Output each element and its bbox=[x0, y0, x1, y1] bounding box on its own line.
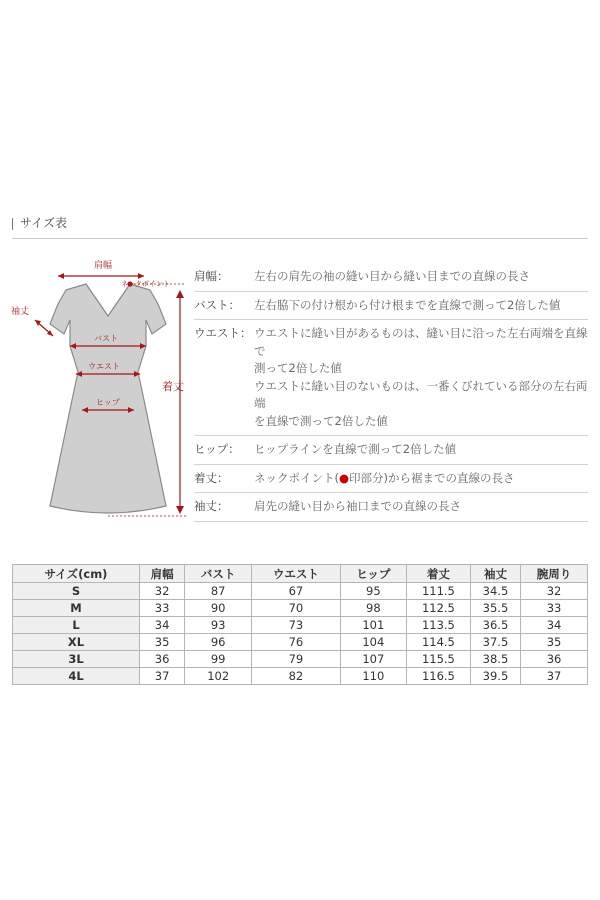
header-cell: ヒップ bbox=[340, 565, 406, 583]
size-table-header-row bbox=[13, 565, 588, 583]
definition-row bbox=[194, 292, 588, 321]
table-row bbox=[13, 634, 588, 651]
table-cell: 37.5 bbox=[470, 634, 520, 651]
section-marker bbox=[12, 218, 13, 230]
table-cell: 36.5 bbox=[470, 617, 520, 634]
table-cell: 93 bbox=[185, 617, 252, 634]
table-cell: 115.5 bbox=[406, 651, 470, 668]
table-cell: 116.5 bbox=[406, 668, 470, 685]
table-cell: 67 bbox=[252, 583, 341, 600]
table-row bbox=[13, 583, 588, 600]
definition-text-a: ネックポイント( bbox=[254, 470, 339, 485]
table-cell: 73 bbox=[252, 617, 341, 634]
section-title: サイズ表 bbox=[20, 216, 68, 230]
table-cell: 35 bbox=[140, 634, 185, 651]
bust-label: バスト bbox=[94, 334, 118, 343]
table-cell: 70 bbox=[252, 600, 341, 617]
length-label: 着丈 bbox=[162, 380, 184, 393]
table-row bbox=[13, 617, 588, 634]
table-row bbox=[13, 668, 588, 685]
table-cell: 37 bbox=[140, 668, 185, 685]
size-table bbox=[12, 564, 588, 685]
hip-label: ヒップ bbox=[96, 398, 120, 407]
definition-text bbox=[254, 498, 588, 516]
table-cell: 99 bbox=[185, 651, 252, 668]
table-cell: 39.5 bbox=[470, 668, 520, 685]
definition-text bbox=[254, 470, 588, 488]
definition-row bbox=[194, 436, 588, 465]
table-cell: 32 bbox=[521, 583, 588, 600]
definition-line: を直線で測って2倍した値 bbox=[254, 413, 388, 428]
shoulder-label: 肩幅 bbox=[94, 261, 113, 271]
size-cell: 3L bbox=[13, 651, 140, 668]
definition-text bbox=[254, 441, 588, 459]
definition-line: 左右の肩先の袖の縫い目から縫い目までの直線の長さ bbox=[254, 269, 530, 283]
definition-text bbox=[254, 297, 588, 315]
header-cell: 袖丈 bbox=[470, 565, 520, 583]
measurement-definitions bbox=[194, 264, 588, 522]
size-cell: S bbox=[13, 583, 140, 600]
table-cell: 79 bbox=[252, 651, 341, 668]
dress-illustration bbox=[8, 250, 192, 526]
sleeve-label: 袖丈 bbox=[11, 307, 30, 317]
definition-line: ヒップラインを直線で測って2倍した値 bbox=[254, 442, 457, 456]
table-cell: 114.5 bbox=[406, 634, 470, 651]
definition-line: 肩先の縫い目から袖口までの直線の長さ bbox=[254, 499, 461, 513]
header-cell: 腕周り bbox=[521, 565, 588, 583]
table-cell: 87 bbox=[185, 583, 252, 600]
definition-line: 左右脇下の付け根から付け根までを直線で測って2倍した値 bbox=[254, 297, 561, 312]
header-cell: バスト bbox=[185, 565, 252, 583]
definition-line: ウエストに縫い目のないものは、一番くびれている部分の左右両端 bbox=[254, 378, 588, 410]
table-cell: 33 bbox=[521, 600, 588, 617]
table-cell: 104 bbox=[340, 634, 406, 651]
definition-term: 着丈： bbox=[194, 470, 229, 485]
definition-text bbox=[254, 268, 588, 286]
table-cell: 107 bbox=[340, 651, 406, 668]
header-cell: 肩幅 bbox=[140, 565, 185, 583]
header-cell: サイズ(cm) bbox=[13, 565, 140, 583]
definition-term: バスト： bbox=[194, 297, 240, 312]
table-cell: 95 bbox=[340, 583, 406, 600]
section-header bbox=[12, 214, 588, 239]
table-cell: 90 bbox=[185, 600, 252, 617]
table-cell: 96 bbox=[185, 634, 252, 651]
size-cell: 4L bbox=[13, 668, 140, 685]
waist-label: ウエスト bbox=[88, 362, 120, 371]
table-cell: 36 bbox=[140, 651, 185, 668]
definition-term: ヒップ： bbox=[194, 442, 240, 456]
table-row bbox=[13, 651, 588, 668]
definition-text bbox=[254, 325, 588, 430]
table-cell: 98 bbox=[340, 600, 406, 617]
table-cell: 101 bbox=[340, 617, 406, 634]
definition-line: ウエストに縫い目があるものは、縫い目に沿った左右両端を直線で bbox=[254, 326, 588, 358]
table-cell: 38.5 bbox=[470, 651, 520, 668]
neck-point-label: ネックポイント bbox=[121, 280, 170, 288]
header-cell: ウエスト bbox=[252, 565, 341, 583]
table-cell: 112.5 bbox=[406, 600, 470, 617]
definition-row bbox=[194, 465, 588, 494]
table-cell: 34 bbox=[521, 617, 588, 634]
definition-row bbox=[194, 493, 588, 522]
definition-text-b: 印部分)から裾までの直線の長さ bbox=[349, 470, 515, 485]
table-cell: 82 bbox=[252, 668, 341, 685]
size-cell: L bbox=[13, 617, 140, 634]
definition-row bbox=[194, 320, 588, 436]
table-cell: 76 bbox=[252, 634, 341, 651]
definition-line: 測って2倍した値 bbox=[254, 361, 342, 375]
table-cell: 33 bbox=[140, 600, 185, 617]
size-cell: M bbox=[13, 600, 140, 617]
table-cell: 113.5 bbox=[406, 617, 470, 634]
table-cell: 111.5 bbox=[406, 583, 470, 600]
definition-row bbox=[194, 264, 588, 292]
table-cell: 36 bbox=[521, 651, 588, 668]
definition-term: ウエスト： bbox=[194, 326, 252, 340]
dress-diagram bbox=[8, 250, 192, 526]
table-row bbox=[13, 600, 588, 617]
definition-term: 肩幅： bbox=[194, 269, 229, 283]
table-cell: 102 bbox=[185, 668, 252, 685]
table-cell: 35 bbox=[521, 634, 588, 651]
table-cell: 37 bbox=[521, 668, 588, 685]
header-cell: 着丈 bbox=[406, 565, 470, 583]
table-cell: 32 bbox=[140, 583, 185, 600]
table-cell: 34 bbox=[140, 617, 185, 634]
size-cell: XL bbox=[13, 634, 140, 651]
table-cell: 35.5 bbox=[470, 600, 520, 617]
table-cell: 34.5 bbox=[470, 583, 520, 600]
definition-term: 袖丈： bbox=[194, 499, 229, 513]
definition-line bbox=[254, 470, 588, 488]
table-cell: 110 bbox=[340, 668, 406, 685]
neck-point-mark: ● bbox=[339, 470, 350, 485]
